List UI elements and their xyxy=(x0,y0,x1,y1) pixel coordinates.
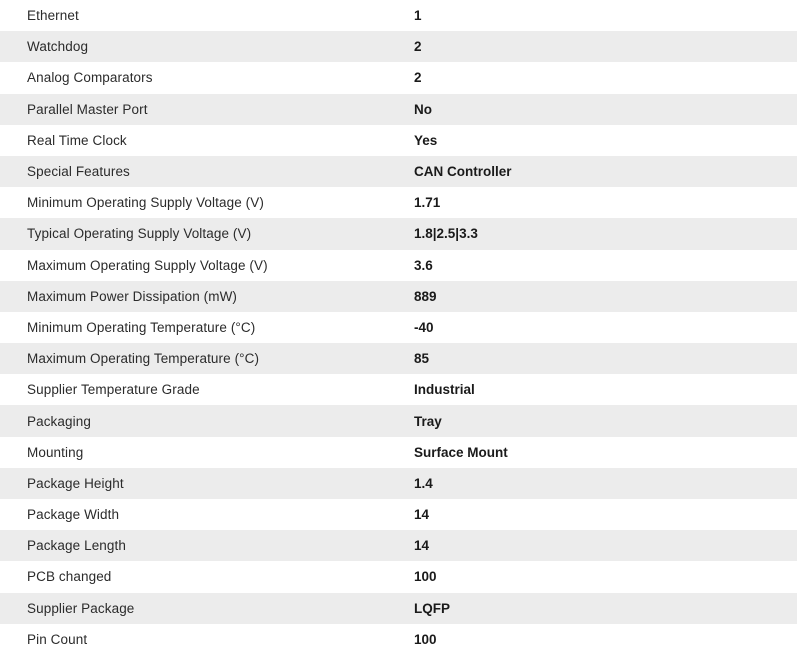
spec-row-ethernet xyxy=(0,0,797,31)
spec-row-analog-comparators xyxy=(0,62,797,93)
spec-label: Special Features xyxy=(27,164,130,180)
spec-row-min-supply-voltage xyxy=(0,187,797,218)
spec-row-typical-supply-voltage xyxy=(0,218,797,249)
spec-label: Typical Operating Supply Voltage (V) xyxy=(27,226,252,242)
spec-value: 85 xyxy=(414,351,430,367)
spec-value: CAN Controller xyxy=(414,164,512,180)
spec-row-max-power-dissipation xyxy=(0,281,797,312)
spec-label: Mounting xyxy=(27,444,84,460)
spec-label: Pin Count xyxy=(27,631,88,647)
spec-row-package-length xyxy=(0,530,797,561)
spec-row-real-time-clock xyxy=(0,125,797,156)
spec-row-pcb-changed xyxy=(0,561,797,592)
spec-label: Supplier Package xyxy=(27,600,135,616)
spec-label: Maximum Operating Temperature (°C) xyxy=(27,351,260,367)
spec-row-min-operating-temperature xyxy=(0,312,797,343)
spec-value: LQFP xyxy=(414,600,450,616)
spec-label: Supplier Temperature Grade xyxy=(27,382,200,398)
spec-value: Industrial xyxy=(414,382,475,398)
spec-row-package-width xyxy=(0,499,797,530)
spec-row-mounting xyxy=(0,437,797,468)
spec-value: Surface Mount xyxy=(414,444,508,460)
spec-label: Package Width xyxy=(27,507,120,523)
spec-label: Parallel Master Port xyxy=(27,101,148,117)
spec-row-pin-count xyxy=(0,624,797,655)
spec-value: 889 xyxy=(414,288,437,304)
spec-row-special-features xyxy=(0,156,797,187)
spec-label: Watchdog xyxy=(27,39,89,55)
spec-value: No xyxy=(414,101,432,117)
spec-label: Package Height xyxy=(27,475,124,491)
spec-label: Packaging xyxy=(27,413,91,429)
spec-label: Maximum Operating Supply Voltage (V) xyxy=(27,257,268,273)
spec-value: 2 xyxy=(414,70,422,86)
spec-row-packaging xyxy=(0,405,797,436)
spec-row-package-height xyxy=(0,468,797,499)
spec-value: 14 xyxy=(414,538,430,554)
spec-value: 1.4 xyxy=(414,475,433,491)
spec-value: Tray xyxy=(414,413,442,429)
spec-value: 1 xyxy=(414,8,422,24)
spec-label: Maximum Power Dissipation (mW) xyxy=(27,288,238,304)
spec-value: 100 xyxy=(414,569,437,585)
spec-label: Analog Comparators xyxy=(27,70,153,86)
spec-value: -40 xyxy=(414,319,434,335)
spec-value: Yes xyxy=(414,132,438,148)
spec-value: 2 xyxy=(414,39,422,55)
spec-label: Minimum Operating Temperature (°C) xyxy=(27,319,256,335)
spec-value: 100 xyxy=(414,631,437,647)
spec-row-parallel-master-port xyxy=(0,94,797,125)
spec-label: Minimum Operating Supply Voltage (V) xyxy=(27,195,264,211)
spec-row-max-operating-temperature xyxy=(0,343,797,374)
spec-label: Package Length xyxy=(27,538,126,554)
spec-row-watchdog xyxy=(0,31,797,62)
spec-value: 1.8|2.5|3.3 xyxy=(414,226,478,242)
spec-row-supplier-temperature-grade xyxy=(0,374,797,405)
spec-label: PCB changed xyxy=(27,569,112,585)
spec-label: Real Time Clock xyxy=(27,132,127,148)
spec-row-max-supply-voltage xyxy=(0,250,797,281)
spec-value: 3.6 xyxy=(414,257,433,273)
spec-value: 1.71 xyxy=(414,195,441,211)
spec-label: Ethernet xyxy=(27,8,79,24)
spec-value: 14 xyxy=(414,507,430,523)
spec-row-supplier-package xyxy=(0,593,797,624)
